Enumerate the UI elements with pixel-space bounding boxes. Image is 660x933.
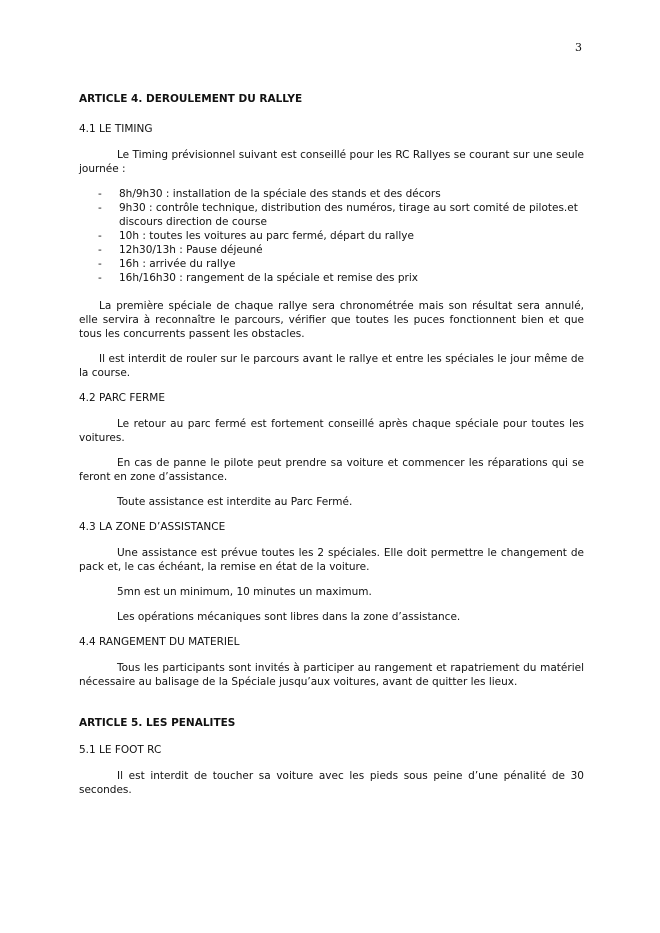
section-4-1-title: 4.1 LE TIMING <box>79 123 153 135</box>
parc-ferme-paragraph-3: Toute assistance est interdite au Parc Fermé. <box>117 496 353 508</box>
schedule-item-text: 16h/16h30 : rangement de la spéciale et remise des prix <box>119 272 418 284</box>
dash-bullet: - <box>98 244 102 256</box>
first-special-paragraph: La première spéciale de chaque rallye sera chronométrée mais son résultat sera annulé, elle servira à reconnaître le parcours, vérifier que toutes les puces fonctionnent bien et que tous les concurrents passent les obstacles. <box>79 300 584 340</box>
parc-ferme-paragraph-2: En cas de panne le pilote peut prendre sa voiture et commencer les réparations qui se feront en zone d’assistance. <box>79 457 584 483</box>
rangement-paragraph: Tous les participants sont invités à participer au rangement et rapatriement du matériel nécessaire au balisage de la Spéciale jusqu’aux voitures, avant de quitter les lieux. <box>79 662 584 688</box>
section-4-3-title: 4.3 LA ZONE D’ASSISTANCE <box>79 521 226 533</box>
foot-rc-paragraph: Il est interdit de toucher sa voiture avec les pieds sous peine d’une pénalité de 30 secondes. <box>79 770 584 796</box>
dash-bullet: - <box>98 202 102 214</box>
schedule-item-text: 9h30 : contrôle technique, distribution des numéros, tirage au sort comité de pilotes.et discours direction de course <box>119 202 578 228</box>
list-item <box>79 271 584 285</box>
dash-bullet: - <box>98 258 102 270</box>
schedule-item-text: 16h : arrivée du rallye <box>119 258 236 270</box>
timing-intro: Le Timing prévisionnel suivant est conseillé pour les RC Rallyes se courant sur une seule journée : <box>79 149 584 175</box>
section-5-1-title: 5.1 LE FOOT RC <box>79 744 162 756</box>
list-item <box>79 201 584 229</box>
dash-bullet: - <box>98 188 102 200</box>
list-item <box>79 187 584 201</box>
assistance-paragraph-2: 5mn est un minimum, 10 minutes un maximum. <box>117 586 372 598</box>
assistance-paragraph-1: Une assistance est prévue toutes les 2 spéciales. Elle doit permettre le changement de pack et, le cas échéant, la remise en état de la voiture. <box>79 547 584 573</box>
assistance-paragraph-3: Les opérations mécaniques sont libres dans la zone d’assistance. <box>117 611 461 623</box>
no-driving-paragraph: Il est interdit de rouler sur le parcours avant le rallye et entre les spéciales le jour même de la course. <box>79 353 584 379</box>
schedule-item-text: 12h30/13h : Pause déjeuné <box>119 244 263 256</box>
section-4-2-title: 4.2 PARC FERME <box>79 392 165 404</box>
list-item <box>79 243 584 257</box>
list-item <box>79 257 584 271</box>
article-5-title: ARTICLE 5. LES PENALITES <box>79 717 236 729</box>
timing-schedule-list <box>79 187 584 285</box>
article-4-title: ARTICLE 4. DEROULEMENT DU RALLYE <box>79 93 303 105</box>
list-item <box>79 229 584 243</box>
parc-ferme-paragraph-1: Le retour au parc fermé est fortement conseillé après chaque spéciale pour toutes les voitures. <box>79 418 584 444</box>
section-4-4-title: 4.4 RANGEMENT DU MATERIEL <box>79 636 240 648</box>
schedule-item-text: 8h/9h30 : installation de la spéciale des stands et des décors <box>119 188 441 200</box>
schedule-item-text: 10h : toutes les voitures au parc fermé, départ du rallye <box>119 230 414 242</box>
dash-bullet: - <box>98 272 102 284</box>
dash-bullet: - <box>98 230 102 242</box>
document-body <box>79 92 584 808</box>
page-number: 3 <box>575 41 582 54</box>
